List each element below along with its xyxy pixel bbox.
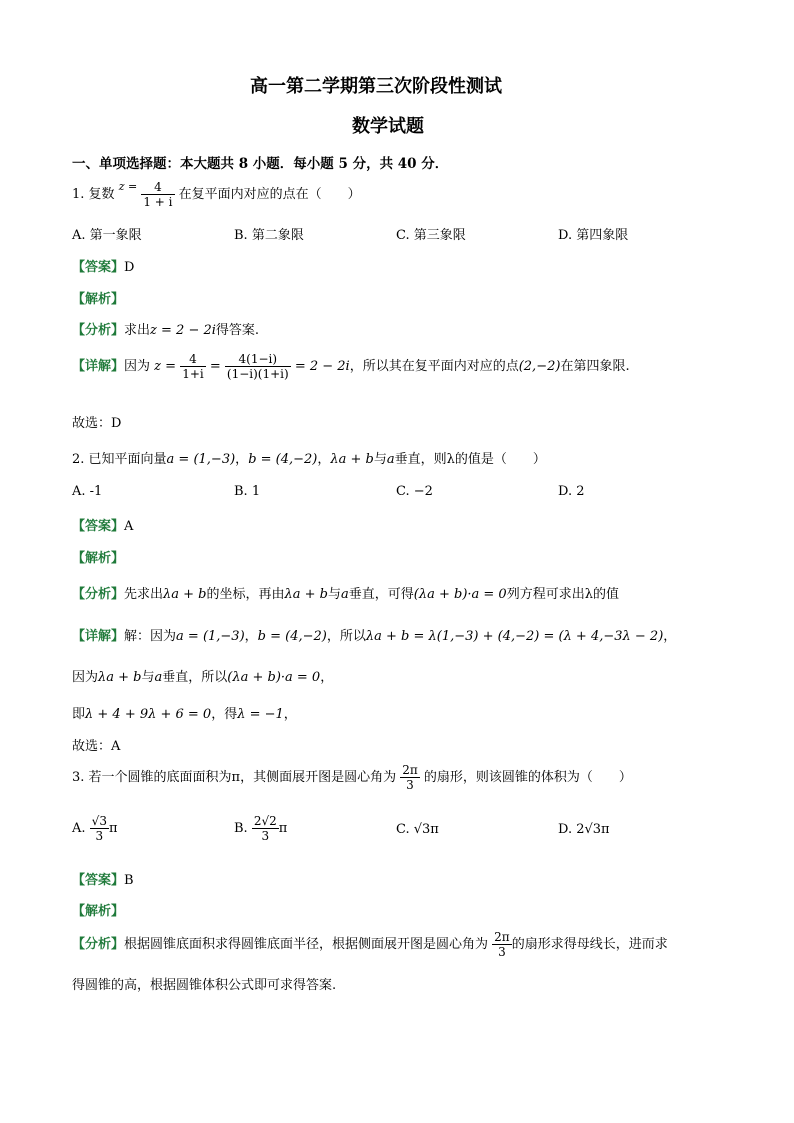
detail-z: z = [154, 359, 177, 374]
detail-formula: λa + b [98, 670, 142, 685]
q1-stem-prefix: 1. 复数 [72, 187, 115, 202]
fenxi-text: 垂直，可得 [348, 587, 414, 602]
frac-den: 1+i [182, 367, 204, 381]
detail-text: ，所以 [326, 629, 366, 644]
q3-answer [72, 869, 134, 888]
q1-option-b: B. 第二象限 [234, 228, 304, 243]
detail-formula: b = (4,−2) [257, 629, 327, 644]
q2-vector-b: b = (4,−2) [248, 452, 318, 467]
detail-text: 因为 [124, 359, 151, 374]
option-fraction [90, 814, 109, 843]
answer-value: B [124, 873, 134, 888]
detail-text: ， [283, 707, 297, 722]
detail-formula: λa + b = λ(1,−3) + (4,−2) = (λ + 4,−3λ − 2) [365, 629, 664, 644]
frac-num: 2π [402, 763, 418, 777]
answer-tag: 【答案】 [72, 260, 125, 275]
option-fraction [252, 814, 279, 843]
q3-option-d: D. 2√3π [558, 822, 610, 837]
q2-detail [72, 625, 676, 644]
q1-option-d: D. 第四象限 [558, 228, 629, 243]
q2-answer [72, 515, 133, 534]
q3-fenxi-line2: 得圆锥的高，根据圆锥体积公式即可求得答案. [72, 978, 337, 993]
q1-stem-suffix: 在复平面内对应的点在（ ） [178, 187, 361, 202]
frac-den: 3 [261, 829, 270, 843]
fenxi-formula: a [341, 587, 349, 602]
frac-den: 3 [406, 778, 414, 792]
q2-option-b: B. 1 [234, 484, 261, 499]
detail-formula: (λa + b)·a = 0 [227, 670, 321, 685]
q1-detail: 【详解】因为 z = $\frac{4}{1+i}$ = $\frac{4(1-i)}{(1-i)(1+i)}$ = 2 − 2i，所以其在复平面内对应的点(2,−2)在第四象限. [72, 352, 630, 381]
detail-tag: 【详解】 [72, 629, 125, 644]
fenxi-tail: 得答案. [215, 323, 260, 338]
frac-num: 4 [180, 352, 206, 367]
answer-tag: 【答案】 [72, 873, 125, 888]
q2-fenxi [72, 583, 619, 602]
fenxi-text: 与 [327, 587, 341, 602]
detail-frac-2 [225, 352, 291, 381]
page-subtitle: 数学试题 [352, 116, 424, 137]
option-label: B. [234, 821, 248, 836]
answer-value: A [124, 519, 134, 534]
q2-text: 与 [373, 452, 387, 467]
question-2-stem: 2. 已知平面向量a = (1,−3)，b = (4,−2)，λa + b与a垂直，则λ的值是（ ） [72, 452, 546, 467]
q1-answer [72, 256, 134, 275]
detail-text: ， [663, 629, 677, 644]
q2-option-d: D. 2 [558, 484, 585, 499]
question-3-stem [72, 763, 632, 792]
detail-frac-1 [180, 352, 206, 381]
fenxi-tag: 【分析】 [72, 937, 125, 952]
analysis-tag: 【解析】 [72, 904, 125, 919]
detail-text-c: 在第四象限. [560, 359, 630, 374]
q2-combo: λa + b [330, 452, 374, 467]
detail-point: (2,−2) [518, 359, 561, 374]
q1-option-c: C. 第三象限 [396, 228, 466, 243]
fenxi-formula: (λa + b)·a = 0 [413, 587, 507, 602]
fenxi-text: 先求出 [124, 587, 164, 602]
page-title: 高一第二学期第三次阶段性测试 [250, 76, 502, 97]
q3-stem-prefix: 3. 若一个圆锥的底面面积为π，其侧面展开图是圆心角为 [72, 770, 397, 785]
question-1-stem [72, 180, 361, 209]
q1-option-a: A. 第一象限 [72, 228, 142, 243]
q2-option-a: A. -1 [72, 484, 103, 499]
option-tail: π [108, 821, 118, 836]
q2-vector-a: a = (1,−3) [166, 452, 236, 467]
q1-fraction [141, 180, 174, 209]
frac-num: 2π [494, 930, 510, 944]
q2-conclusion: 故选：A [72, 739, 121, 754]
q2-vec: a [386, 452, 395, 467]
q3-option-c: C. √3π [396, 822, 439, 837]
fenxi-text: 求出 [124, 323, 151, 338]
q1-frac-num: 4 [141, 180, 174, 195]
section-heading: 一、单项选择题：本大题共 8 小题．每小题 5 分，共 40 分． [72, 156, 449, 172]
q3-fenxi [72, 930, 668, 959]
detail-text: ，得 [211, 707, 238, 722]
fenxi-text: 的坐标，再由 [206, 587, 285, 602]
q1-frac-den: 1 + i [143, 195, 173, 209]
detail-text: 即 [72, 707, 86, 722]
q2-option-c: C. −2 [396, 484, 433, 499]
analysis-tag: 【解析】 [72, 551, 125, 566]
option-tail: π [278, 821, 288, 836]
detail-text: ， [320, 670, 334, 685]
detail-text: 解：因为 [124, 629, 177, 644]
detail-text: 垂直，所以 [162, 670, 228, 685]
detail-formula: λ = −1 [237, 707, 284, 722]
frac-den: 3 [498, 945, 506, 959]
fenxi-formula: λa + b [163, 587, 207, 602]
q2-detail-line2 [72, 666, 333, 685]
detail-formula: λ + 4 + 9λ + 6 = 0 [85, 707, 212, 722]
detail-formula: a = (1,−3) [176, 629, 245, 644]
frac-num: 4(1−i) [225, 352, 291, 367]
detail-text-b: ，所以其在复平面内对应的点 [349, 359, 519, 374]
frac-den: (1−i)(1+i) [226, 367, 289, 381]
q3-option-a [72, 814, 118, 843]
detail-formula: a [154, 670, 163, 685]
fenxi-tag: 【分析】 [72, 323, 125, 338]
detail-text: 因为 [72, 670, 99, 685]
detail-eq: = 2 − 2i [294, 359, 350, 374]
q3-stem-suffix: 的扇形，则该圆锥的体积为（ ） [423, 770, 632, 785]
q1-z: z = [118, 180, 138, 193]
fenxi-text: 列方程可求出λ的值 [506, 587, 619, 602]
fenxi-tag: 【分析】 [72, 587, 125, 602]
q3-option-b [234, 814, 287, 843]
answer-value: D [124, 260, 135, 275]
q2-stem-prefix: 2. 已知平面向量 [72, 452, 167, 467]
q1-fenxi [72, 319, 259, 338]
fenxi-text: 根据圆锥底面积求得圆锥底面半径，根据侧面展开图是圆心角为 [124, 937, 489, 952]
fenxi-formula: λa + b [284, 587, 328, 602]
frac-num: 2√2 [253, 814, 277, 828]
q2-detail-line3 [72, 703, 297, 722]
q1-conclusion: 故选：D [72, 416, 122, 431]
answer-tag: 【答案】 [72, 519, 125, 534]
option-label: A. [72, 821, 86, 836]
q3-stem-fraction [400, 763, 420, 792]
fenxi-fraction [492, 930, 512, 959]
analysis-tag: 【解析】 [72, 292, 125, 307]
frac-den: 3 [95, 829, 104, 843]
detail-text: 与 [141, 670, 155, 685]
detail-tag: 【详解】 [72, 359, 125, 374]
frac-num: √3 [91, 814, 107, 828]
detail-text: ， [244, 629, 258, 644]
fenxi-text: 的扇形求得母线长，进而求 [511, 937, 668, 952]
fenxi-formula: z = 2 − 2i [150, 323, 216, 338]
q2-stem-suffix: 垂直，则λ的值是（ ） [394, 452, 546, 467]
